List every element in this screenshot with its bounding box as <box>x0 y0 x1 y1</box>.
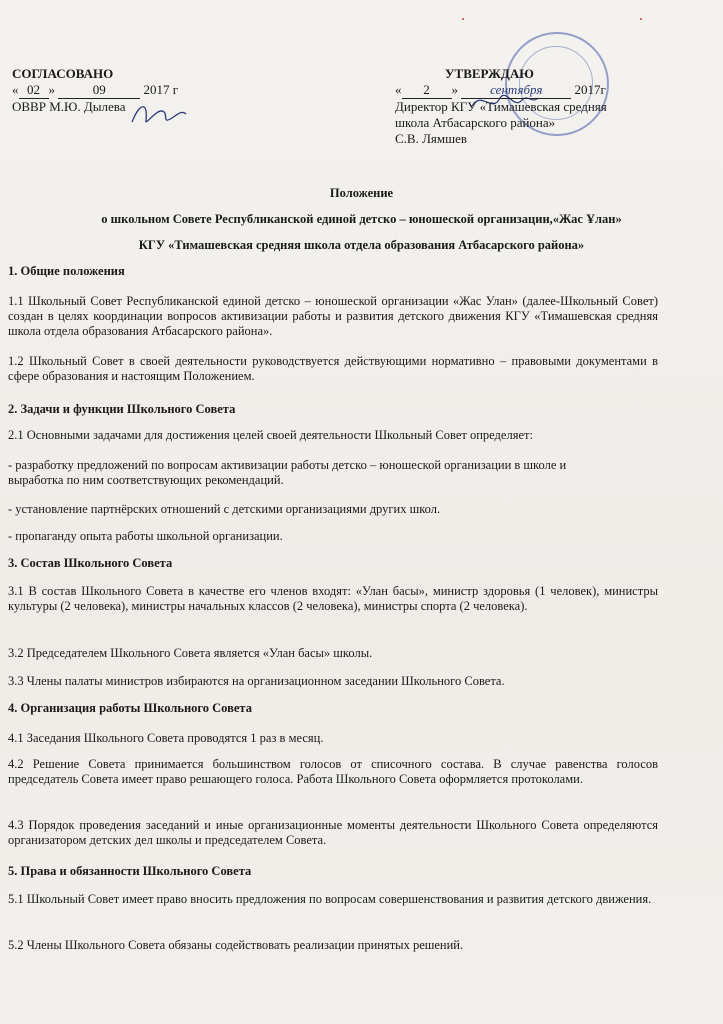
quote-open: « <box>12 82 19 97</box>
document-organization: КГУ «Тимашевская средняя школа отдела образования Атбасарского района» <box>138 238 585 252</box>
approval-right-line3: С.В. Лямшев <box>395 131 468 146</box>
approval-right-year: 2017г <box>574 82 606 97</box>
section-3-paragraph-2: 3.2 Председателем Школьного Совета является «Улан басы» школы. <box>8 646 373 660</box>
section-5-heading: 5. Права и обязанности Школьного Совета <box>8 864 252 878</box>
speck-mark <box>640 18 642 20</box>
section-3-paragraph-1: 3.1 В состав Школьного Совета в качестве его членов входят: «Улан басы», министр здоровья (1 человек), министры культуры (2 человека), министры начальных классов (2 человека), министры спорта (2 человека). <box>8 584 658 613</box>
document-subtitle: о школьном Совете Республиканской единой детско – юношеской организации,«Жас Ұлан» <box>101 212 622 226</box>
approval-left-date <box>12 82 178 99</box>
quote-open: « <box>395 82 402 97</box>
approval-left-title: СОГЛАСОВАНО <box>12 66 114 81</box>
approval-right-date <box>395 82 607 99</box>
approval-right-day: 2 <box>402 82 452 99</box>
section-4-heading: 4. Организация работы Школьного Совета <box>8 701 252 715</box>
approval-left-year: 2017 г <box>143 82 179 97</box>
approval-right-title: УТВЕРЖДАЮ <box>445 66 534 81</box>
approval-left-person: ОВВР М.Ю. Дылева <box>12 99 126 114</box>
approval-left-block <box>12 66 178 115</box>
approval-left-day: 02 <box>19 82 49 99</box>
section-4-paragraph-3: 4.3 Порядок проведения заседаний и иные организационные моменты деятельности Школьного Совета определяются организатором детских дел школы и председателем Совета. <box>8 818 658 847</box>
approval-right-line1: Директор КГУ «Тимашевская средняя <box>395 99 607 114</box>
approval-right-line2: школа Атбасарского района» <box>395 115 556 130</box>
quote-close: » <box>48 82 55 97</box>
section-2-paragraph-1: 2.1 Основными задачами для достижения целей своей деятельности Школьный Совет определяет: <box>8 428 533 442</box>
section-2-bullet-1: - разработку предложений по вопросам активизации работы детско – юношеской организации в школе и выработка по ним соответствующих рекомендаций. <box>8 458 567 487</box>
section-2-heading: 2. Задачи и функции Школьного Совета <box>8 402 236 416</box>
approval-right-month: сентября <box>461 82 571 99</box>
approval-left-month: 09 <box>58 82 140 99</box>
approval-right-block <box>395 66 607 147</box>
speck-mark <box>462 18 464 20</box>
section-3-heading: 3. Состав Школьного Совета <box>8 556 173 570</box>
section-2-bullet-2: - установление партнёрских отношений с детскими организациями других школ. <box>8 502 441 516</box>
quote-close: » <box>451 82 458 97</box>
section-5-paragraph-1: 5.1 Школьный Совет имеет право вносить предложения по вопросам совершенствования и развития детского движения. <box>8 892 652 906</box>
section-1-paragraph-2: 1.2 Школьный Совет в своей деятельности руководствуется действующими нормативно – правовыми документами в сфере образования и настоящим Положением. <box>8 354 658 383</box>
section-1-paragraph-1: 1.1 Школьный Совет Республиканской единой детско – юношеской организации «Жас Улан» (далее-Школьный Совет) создан в целях координации вопросов активизации работы и развития детского движения КГУ «Тимашевская средняя школа отдела образования Атбасарского района». <box>8 294 658 338</box>
section-5-paragraph-2: 5.2 Члены Школьного Совета обязаны содействовать реализации принятых решений. <box>8 938 464 952</box>
section-3-paragraph-3: 3.3 Члены палаты министров избираются на организационном заседании Школьного Совета. <box>8 674 505 688</box>
section-4-paragraph-2: 4.2 Решение Совета принимается большинством голосов от списочного состава. В случае равенства голосов председатель Совета имеет право решающего голоса. Работа Школьного Совета оформляется протоколами. <box>8 757 658 786</box>
document-title: Положение <box>329 186 394 200</box>
section-1-heading: 1. Общие положения <box>8 264 125 278</box>
section-2-bullet-3: - пропаганду опыта работы школьной организации. <box>8 529 283 543</box>
section-4-paragraph-1: 4.1 Заседания Школьного Совета проводятся 1 раз в месяц. <box>8 731 324 745</box>
